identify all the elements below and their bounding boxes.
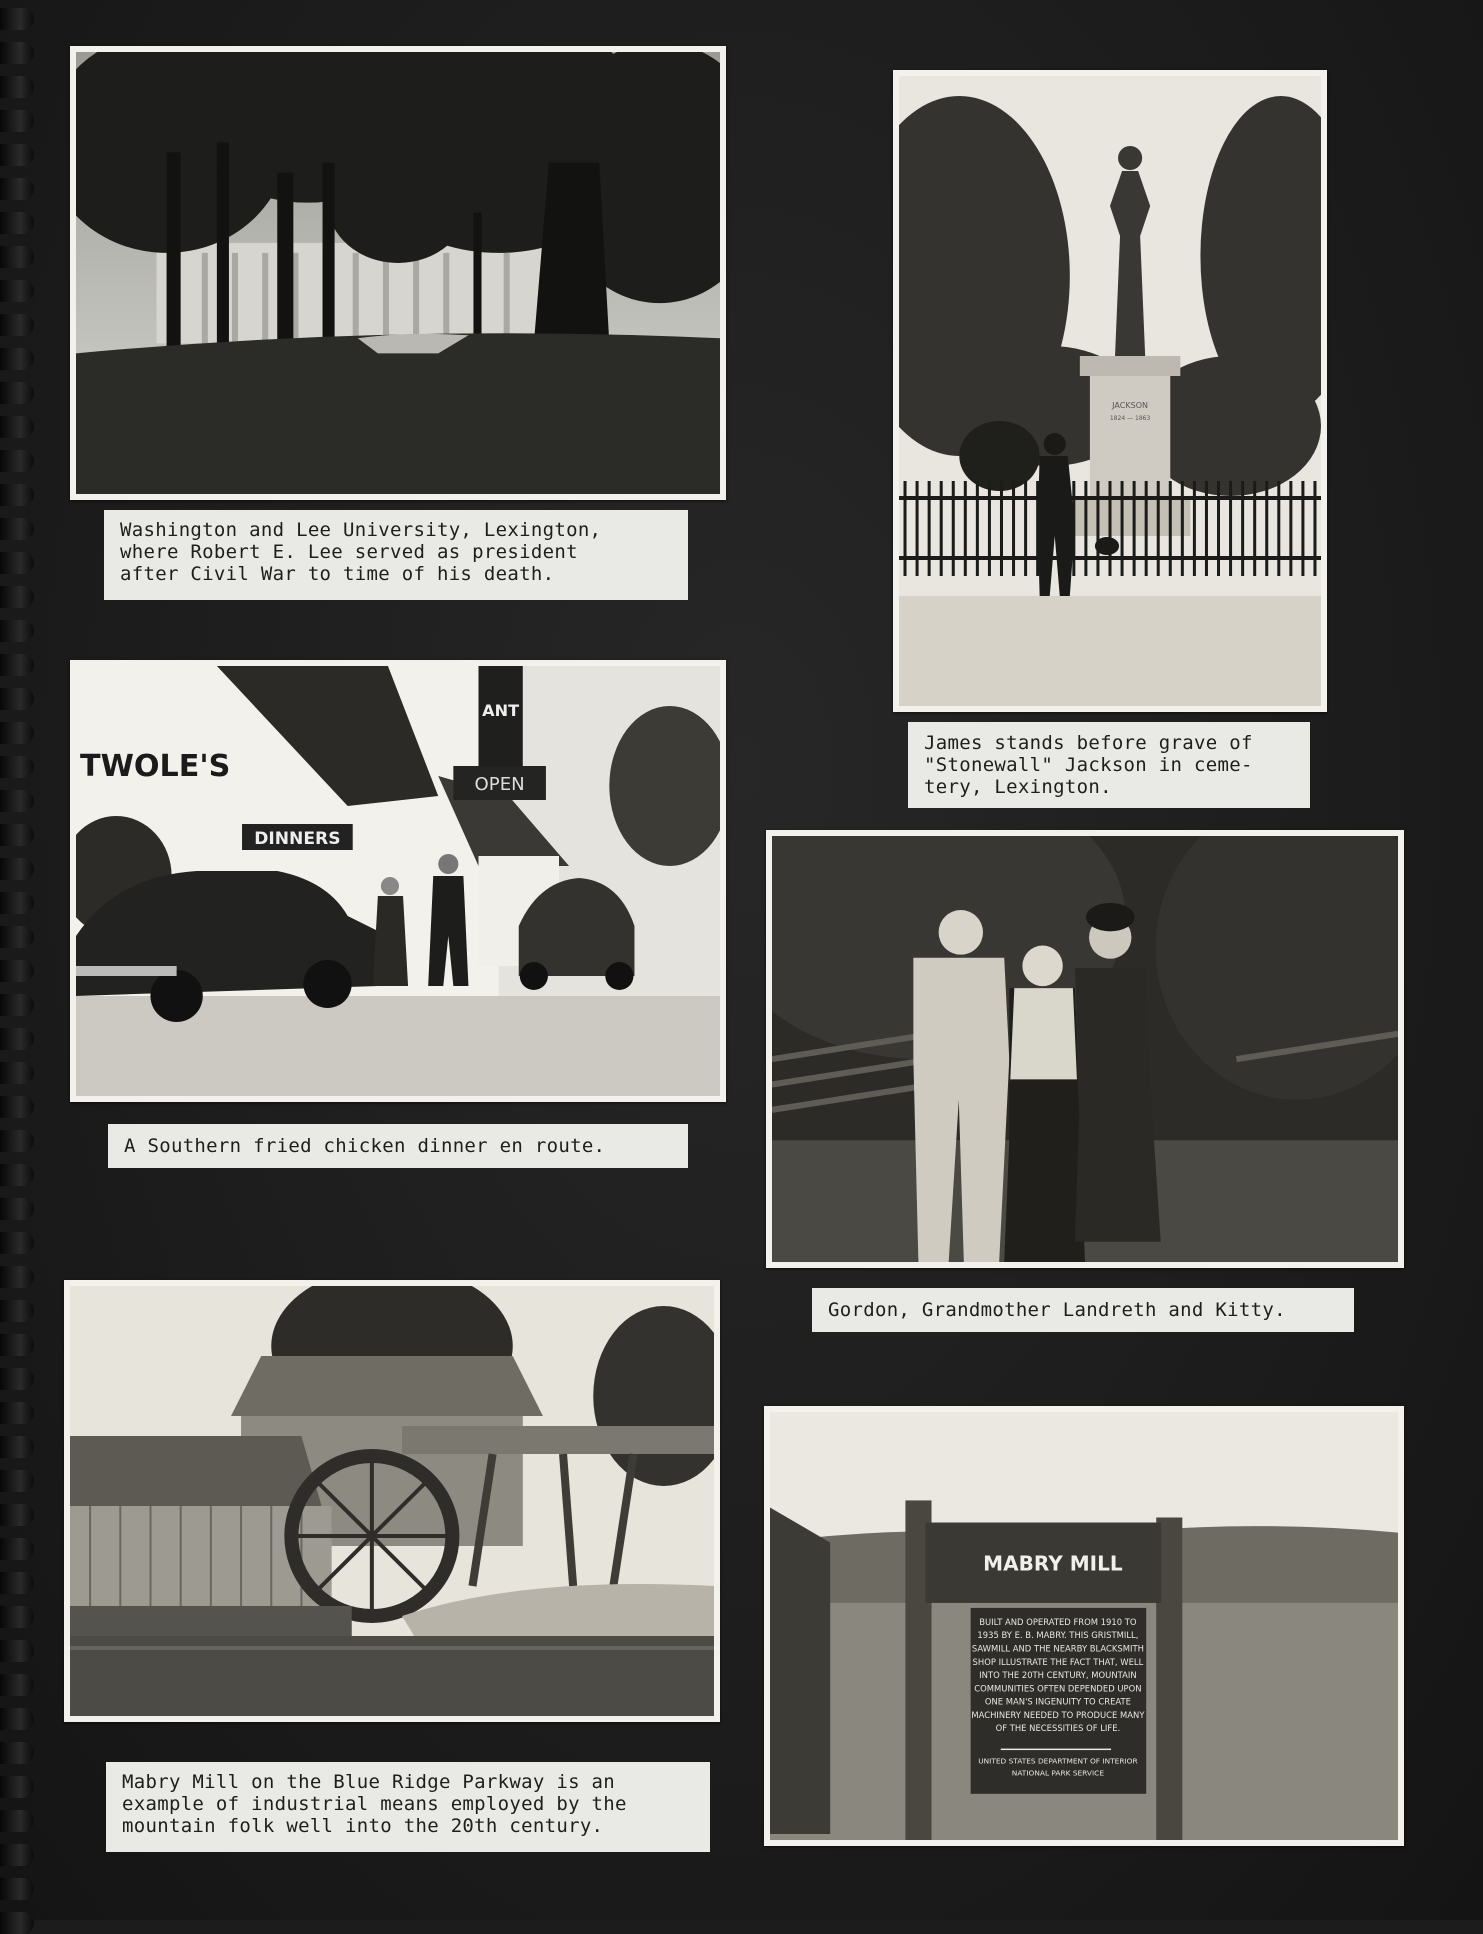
binding-ring: [0, 688, 34, 710]
caption-mabry-mill: Mabry Mill on the Blue Ridge Parkway is an example of industrial means employed by the mountain folk well into the 20th century.: [106, 1762, 710, 1852]
binding-ring: [0, 960, 34, 982]
binding-ring: [0, 450, 34, 472]
binding-ring: [0, 790, 34, 812]
binding-ring: [0, 994, 34, 1016]
sign-body-line: OF THE NECESSITIES OF LIFE.: [995, 1723, 1121, 1734]
binding-ring: [0, 246, 34, 268]
binding-ring: [0, 756, 34, 778]
binding-ring: [0, 212, 34, 234]
binding-ring: [0, 1742, 34, 1764]
binding-ring: [0, 1198, 34, 1220]
binding-ring: [0, 1402, 34, 1424]
binding-ring: [0, 348, 34, 370]
binding-ring: [0, 1096, 34, 1118]
binding-ring: [0, 824, 34, 846]
jackson-monument-image: [899, 76, 1321, 706]
binding-ring: [0, 1844, 34, 1866]
photo-jackson-grave: [893, 70, 1327, 712]
caption-family-portrait: Gordon, Grandmother Landreth and Kitty.: [812, 1288, 1354, 1332]
spiral-binding: [0, 0, 48, 1920]
sign-body-line: SAWMILL AND THE NEARBY BLACKSMITH: [971, 1643, 1144, 1654]
binding-ring: [0, 280, 34, 302]
restaurant-street-image: [76, 666, 720, 1096]
binding-ring: [0, 1776, 34, 1798]
binding-ring: [0, 1334, 34, 1356]
binding-ring: [0, 1572, 34, 1594]
binding-ring: [0, 1538, 34, 1560]
binding-ring: [0, 76, 34, 98]
binding-ring: [0, 314, 34, 336]
binding-ring: [0, 552, 34, 574]
binding-ring: [0, 416, 34, 438]
photo-washington-and-lee: [70, 46, 726, 500]
caption-washington-and-lee: Washington and Lee University, Lexington, where Robert E. Lee served as president after Civil War to time of his death.: [104, 510, 688, 600]
monument-dates-text: 1824 — 1863: [1109, 415, 1151, 422]
binding-ring: [0, 620, 34, 642]
binding-ring: [0, 8, 34, 30]
binding-ring: [0, 654, 34, 676]
sign-body-line: 1935 BY E. B. MABRY. THIS GRISTMILL,: [977, 1630, 1139, 1641]
binding-ring: [0, 178, 34, 200]
binding-ring: [0, 1810, 34, 1832]
binding-ring: [0, 484, 34, 506]
binding-ring: [0, 382, 34, 404]
photo-mabry-mill: [64, 1280, 720, 1722]
binding-ring: [0, 586, 34, 608]
binding-ring: [0, 1300, 34, 1322]
binding-ring: [0, 518, 34, 540]
binding-ring: [0, 1504, 34, 1526]
binding-ring: [0, 1164, 34, 1186]
binding-ring: [0, 1368, 34, 1390]
sign-body-line: MACHINERY NEEDED TO PRODUCE MANY: [971, 1709, 1145, 1720]
binding-ring: [0, 110, 34, 132]
family-group-image: [772, 836, 1398, 1262]
binding-ring: [0, 1640, 34, 1662]
open-sign: OPEN: [474, 774, 525, 795]
mabry-mill-image: [70, 1286, 714, 1716]
binding-ring: [0, 722, 34, 744]
photo-mabry-mill-sign: [764, 1406, 1404, 1846]
monument-name-text: JACKSON: [1112, 401, 1149, 410]
sign-title: MABRY MILL: [983, 1551, 1123, 1576]
sign-body-line: COMMUNITIES OFTEN DEPENDED UPON: [974, 1683, 1142, 1694]
binding-ring: [0, 1062, 34, 1084]
binding-ring: [0, 1266, 34, 1288]
binding-ring: [0, 1878, 34, 1900]
binding-ring: [0, 1708, 34, 1730]
binding-ring: [0, 1674, 34, 1696]
binding-ring: [0, 1912, 34, 1934]
binding-ring: [0, 42, 34, 64]
photo-chicken-dinner: [70, 660, 726, 1102]
binding-ring: [0, 144, 34, 166]
binding-ring: [0, 1232, 34, 1254]
binding-ring: [0, 926, 34, 948]
photo-family-portrait: [766, 830, 1404, 1268]
binding-ring: [0, 1028, 34, 1050]
restaurant-name-sign: TWOLE'S: [80, 749, 231, 784]
caption-jackson-grave: James stands before grave of "Stonewall" Jackson in ceme- tery, Lexington.: [908, 722, 1310, 808]
binding-ring: [0, 892, 34, 914]
sign-body-line: ONE MAN'S INGENUITY TO CREATE: [984, 1696, 1131, 1707]
binding-ring: [0, 858, 34, 880]
sign-footer-line: NATIONAL PARK SERVICE: [1011, 1768, 1105, 1778]
binding-ring: [0, 1130, 34, 1152]
campus-trees-image: [76, 52, 720, 494]
sign-body-line: INTO THE 20TH CENTURY, MOUNTAIN: [979, 1670, 1137, 1681]
ant-sign: ANT: [482, 701, 520, 720]
binding-ring: [0, 1470, 34, 1492]
mabry-mill-sign-image: [770, 1412, 1398, 1840]
sign-body-line: SHOP ILLUSTRATE THE FACT THAT, WELL: [972, 1656, 1144, 1667]
sign-body-line: BUILT AND OPERATED FROM 1910 TO: [979, 1616, 1137, 1627]
binding-ring: [0, 1606, 34, 1628]
caption-chicken-dinner: A Southern fried chicken dinner en route.: [108, 1124, 688, 1168]
sign-footer-line: UNITED STATES DEPARTMENT OF INTERIOR: [978, 1756, 1138, 1766]
dinners-sign: DINNERS: [254, 829, 341, 849]
binding-ring: [0, 1436, 34, 1458]
